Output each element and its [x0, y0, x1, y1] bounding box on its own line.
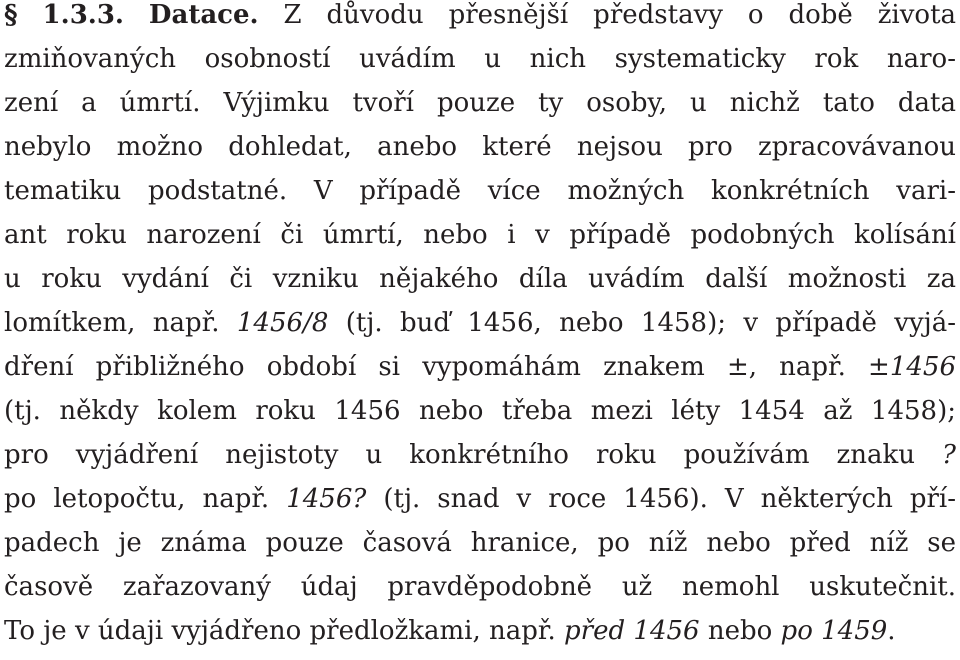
section-number: 1.3.3.: [42, 0, 124, 30]
italic-example: 1456/8: [236, 308, 329, 338]
italic-example: ±1456: [868, 352, 956, 382]
paragraph-line-7: [4, 264, 956, 308]
paragraph-line-11: [4, 440, 956, 484]
text-run: u roku vydání či vzniku nějakého díla uvádím další možnosti za: [4, 264, 956, 294]
text-run: nebo: [707, 616, 773, 646]
text-run: lomítkem, např.: [4, 308, 220, 338]
text-run: Z důvodu přesnější představy o době života: [283, 0, 957, 30]
text-run: zení a úmrtí. Výjimku tvoří pouze ty osoby, u nichž tato data: [4, 88, 956, 118]
text-run: (tj. buď 1456, nebo 1458); v případě vyjá-: [345, 308, 957, 338]
text-run: nebylo možno dohledat, anebo které nejsou pro zpracovávanou: [4, 132, 956, 162]
paragraph-line-12: [4, 484, 956, 528]
text-run: (tj. někdy kolem roku 1456 nebo třeba mezi léty 1454 až 1458);: [4, 396, 956, 426]
text-run: zmiňovaných osobností uvádím u nich systematicky rok naro-: [4, 44, 956, 74]
paragraph-line-14: [4, 572, 956, 616]
paragraph-line-15: [4, 616, 956, 660]
text-run: dření přibližného období si vypomáhám znakem ±, např.: [4, 352, 846, 382]
text-run: po letopočtu, např.: [4, 484, 270, 514]
italic-example: 1456?: [286, 484, 367, 514]
paragraph-line-6: [4, 220, 956, 264]
italic-example: před 1456: [564, 616, 700, 646]
paragraph-line-13: [4, 528, 956, 572]
paragraph-line-9: [4, 352, 956, 396]
text-run: ant roku narození či úmrtí, nebo i v případě podobných kolísání: [4, 220, 956, 250]
italic-example: po 1459: [780, 616, 888, 646]
text-run: (tj. snad v roce 1456). V některých pří-: [383, 484, 957, 514]
text-run: pro vyjádření nejistoty u konkrétního roku používám znaku: [4, 440, 915, 470]
paragraph-line-8: [4, 308, 956, 352]
italic-example: ?: [942, 440, 956, 470]
section-heading: Datace.: [148, 0, 259, 30]
text-run: tematiku podstatné. V případě více možných konkrétních vari-: [4, 176, 956, 206]
section-symbol: §: [4, 0, 18, 30]
paragraph-line-5: [4, 176, 956, 220]
text-run: časově zařazovaný údaj pravděpodobně už nemohl uskutečnit.: [4, 572, 956, 602]
text-run: .: [887, 616, 896, 646]
paragraph-line-3: [4, 88, 956, 132]
text-run: To je v údaji vyjádřeno předložkami, např.: [4, 616, 556, 646]
paragraph-line-1: [4, 0, 956, 44]
paragraph-line-10: [4, 396, 956, 440]
paragraph-line-4: [4, 132, 956, 176]
text-run: padech je známa pouze časová hranice, po níž nebo před níž se: [4, 528, 956, 558]
paragraph-line-2: [4, 44, 956, 88]
